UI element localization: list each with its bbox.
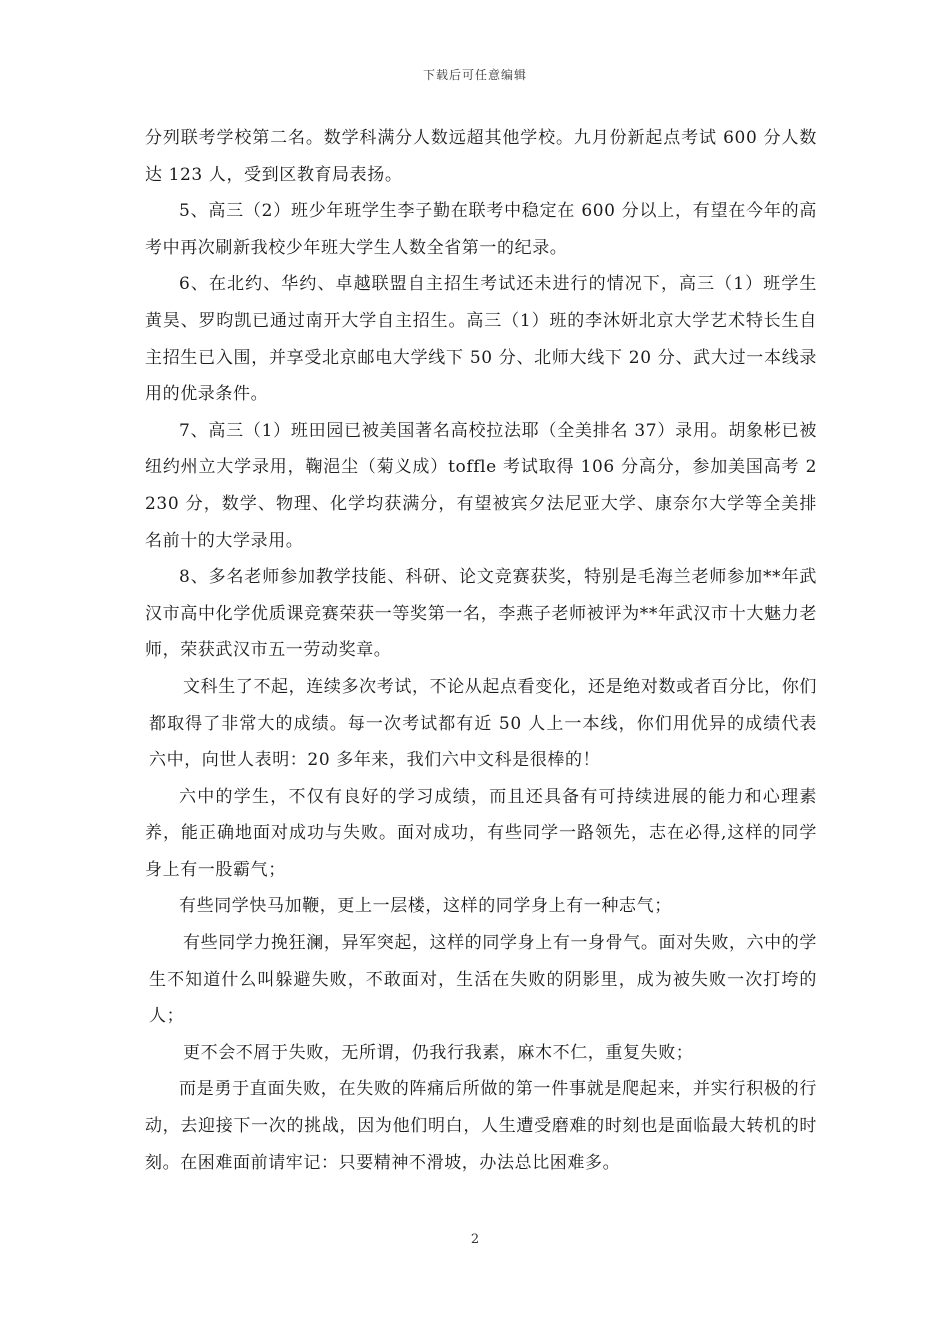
paragraph: 分列联考学校第二名。数学科满分人数远超其他学校。九月份新起点考试 600 分人数达 123 人，受到区教育局表扬。 bbox=[145, 128, 817, 185]
paragraph: 文科生了不起，连续多次考试，不论从起点看变化，还是绝对数或者百分比，你们都取得了非常大的成绩。每一次考试都有近 50 人上一本线，你们用优异的成绩代表六中，向世人表明：20 多年来，我们六中文科是很棒的！ bbox=[149, 676, 817, 771]
paragraph: 有些同学快马加鞭，更上一层楼，这样的同学身上有一种志气； bbox=[179, 896, 672, 917]
document-body bbox=[145, 120, 817, 1181]
page-header-note: 下载后可任意编辑 bbox=[422, 68, 527, 82]
paragraph: 6、在北约、华约、卓越联盟自主招生考试还未进行的情况下，高三（1）班学生黄昊、罗昀凯已通过南开大学自主招生。高三（1）班的李沐妍北京大学艺术特长生自主招生已入围，并享受北京邮电大学线下 50 分、北师大线下 20 分、武大过一本线录用的优录条件。 bbox=[145, 274, 817, 405]
page-number: 2 bbox=[470, 1232, 480, 1247]
paragraph: 8、多名老师参加教学技能、科研、论文竞赛获奖，特别是毛海兰老师参加**年武汉市高中化学优质课竞赛荣获一等奖第一名，李燕子老师被评为**年武汉市十大魅力老师，荣获武汉市五一劳动奖章。 bbox=[145, 567, 817, 661]
paragraph: 而是勇于直面失败，在失败的阵痛后所做的第一件事就是爬起来，并实行积极的行动，去迎接下一次的挑战，因为他们明白，人生遭受磨难的时刻也是面临最大转机的时刻。在困难面前请牢记：只要精神不滑坡，办法总比困难多。 bbox=[145, 1079, 817, 1173]
paragraph: 5、高三（2）班少年班学生李子勤在联考中稳定在 600 分以上，有望在今年的高考中再次刷新我校少年班大学生人数全省第一的纪录。 bbox=[145, 201, 817, 258]
paragraph: 有些同学力挽狂澜，异军突起，这样的同学身上有一身骨气。面对失败，六中的学生不知道什么叫躲避失败，不敢面对，生活在失败的阴影里，成为被失败一次打垮的人； bbox=[149, 933, 817, 1027]
paragraph: 更不会不屑于失败，无所谓，仍我行我素，麻木不仁，重复失败； bbox=[183, 1042, 694, 1063]
paragraph: 7、高三（1）班田园已被美国著名高校拉法耶（全美排名 37）录用。胡象彬已被纽约州立大学录用，鞠浥尘（菊义成）toffle 考试取得 106 分高分，参加美国高考 2230 分，数学、物理、化学均获满分，有望被宾夕法尼亚大学、康奈尔大学等全美排名前十的大学录用。 bbox=[145, 420, 817, 551]
paragraph: 六中的学生，不仅有良好的学习成绩，而且还具备有可持续进展的能力和心理素养，能正确地面对成功与失败。面对成功，有些同学一路领先，志在必得,这样的同学身上有一股霸气； bbox=[145, 786, 817, 880]
